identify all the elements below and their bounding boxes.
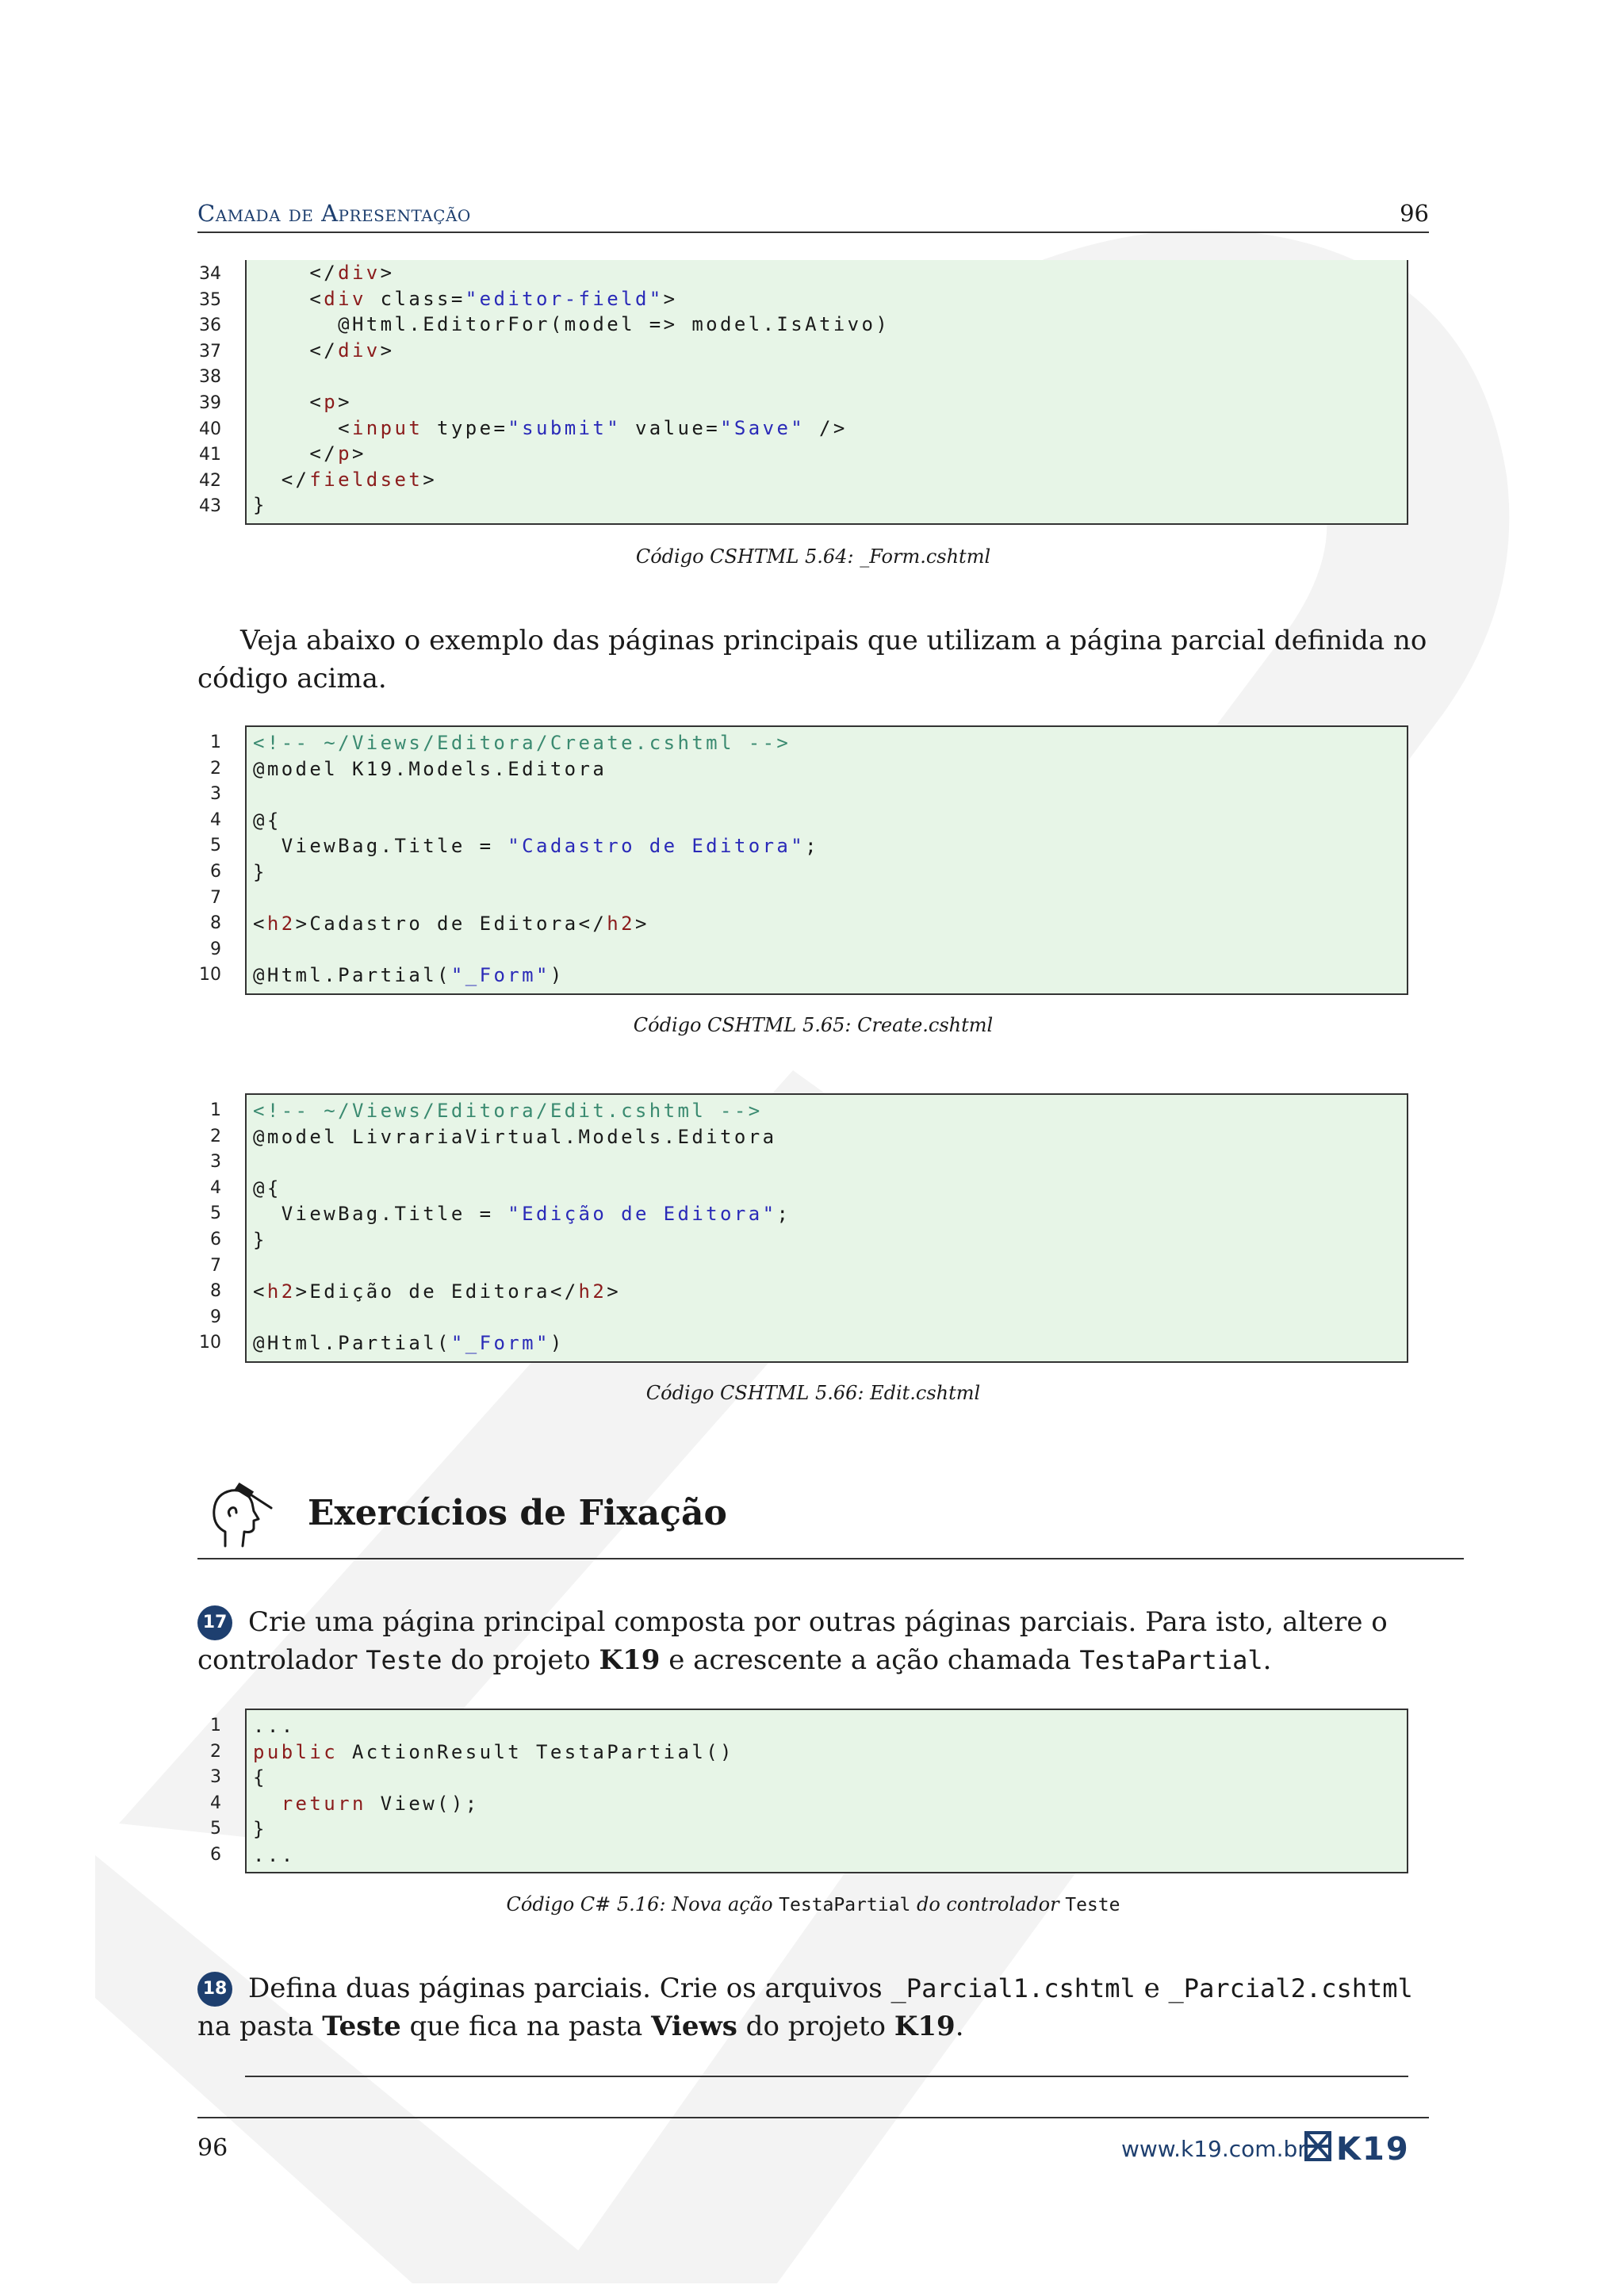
k19-logo-text: K19	[1336, 2131, 1410, 2164]
thinking-head-icon	[208, 1479, 274, 1551]
intro-paragraph: Veja abaixo o exemplo das páginas principais que utilizam a página parcial definida no código acima.	[197, 625, 1427, 695]
text: do projeto	[442, 1644, 599, 1676]
exercise-17	[197, 1603, 1429, 1679]
code-line: @{	[253, 1177, 282, 1200]
caption-text: Código C# 5.16: Nova ação	[506, 1893, 779, 1915]
footer-rule	[197, 2117, 1429, 2118]
line-number: 1	[210, 1100, 221, 1120]
line-number: 5	[210, 1819, 221, 1839]
line-number: 7	[210, 1255, 221, 1276]
code-line: {	[253, 1766, 267, 1789]
inline-code: TestaPartial	[1079, 1645, 1263, 1675]
line-number: 4	[210, 809, 221, 830]
footer-url[interactable]: www.k19.com.br	[1121, 2136, 1307, 2162]
text: e	[1135, 1973, 1169, 2004]
code-line: </p>	[253, 442, 366, 465]
text: na pasta	[197, 2011, 323, 2042]
text: Crie uma página principal composta por outras páginas parciais. Para isto, altere o controlador	[197, 1606, 1388, 1676]
line-number: 43	[199, 496, 221, 517]
code-line: <p>	[253, 391, 352, 413]
line-number: 41	[199, 445, 221, 465]
inline-code: _Parcial1.cshtml	[891, 1973, 1136, 2003]
caption-code-5-66: Código CSHTML 5.66: Edit.cshtml	[645, 1382, 981, 1404]
code-area	[245, 725, 1408, 995]
line-number: 7	[210, 887, 221, 908]
line-number: 1	[210, 733, 221, 752]
line-number: 40	[199, 419, 221, 439]
code-line: <!-- ~/Views/Editora/Edit.cshtml -->	[253, 1100, 763, 1122]
code-line: ViewBag.Title = "Edição de Editora";	[253, 1203, 791, 1226]
running-head-title: Camada de Apresentação	[197, 200, 471, 227]
code-line: }	[253, 494, 267, 517]
line-number: 4	[210, 1177, 221, 1198]
caption-text: do controlador	[910, 1893, 1066, 1915]
code-area	[245, 1709, 1408, 1873]
section-title: Exercícios de Fixação	[308, 1493, 727, 1533]
code-line: </div>	[253, 339, 395, 362]
section-rule	[197, 1558, 1464, 1559]
line-number: 42	[199, 470, 221, 491]
code-line: @model LivrariaVirtual.Models.Editora	[253, 1125, 777, 1148]
code-block-testapartial	[197, 1709, 1408, 1873]
code-line: }	[253, 1229, 267, 1251]
k19-logo	[1304, 2130, 1428, 2164]
code-line: }	[253, 861, 267, 883]
code-block-create	[197, 725, 1408, 995]
bold-text: Views	[651, 2011, 737, 2042]
line-number: 10	[199, 1333, 221, 1353]
code-line: </fieldset>	[253, 468, 438, 491]
text: e acrescente a ação chamada	[660, 1644, 1080, 1676]
line-number: 3	[210, 784, 221, 805]
line-number: 9	[210, 1307, 221, 1327]
caption-code-5-65: Código CSHTML 5.65: Create.cshtml	[633, 1014, 994, 1036]
code-line: ViewBag.Title = "Cadastro de Editora";	[253, 835, 819, 858]
line-number: 35	[199, 289, 221, 310]
header-rule	[197, 232, 1429, 233]
line-number: 4	[210, 1793, 221, 1813]
code-line: public ActionResult TestaPartial()	[253, 1740, 734, 1763]
exercise-number-badge: 17	[197, 1605, 232, 1640]
bold-text: K19	[599, 1644, 661, 1676]
caption-code: TestaPartial	[779, 1895, 911, 1915]
code-area	[245, 260, 1408, 525]
caption-code-5-16	[197, 1893, 1429, 1915]
line-number: 2	[210, 758, 221, 779]
line-number: 3	[210, 1767, 221, 1788]
caption-code-5-64: Código CSHTML 5.64: _Form.cshtml	[635, 545, 991, 568]
code-area	[245, 1093, 1408, 1363]
bold-text: K19	[894, 2011, 956, 2042]
line-number: 34	[199, 264, 221, 284]
line-number: 6	[210, 1230, 221, 1249]
caption-code: Teste	[1065, 1895, 1120, 1915]
exercise-number-badge: 18	[197, 1972, 232, 2007]
code-block-form	[197, 260, 1408, 525]
line-number: 39	[199, 393, 221, 413]
line-number: 5	[210, 1203, 221, 1224]
line-number: 3	[210, 1152, 221, 1173]
text: do projeto	[737, 2011, 894, 2042]
code-line: @{	[253, 809, 282, 832]
line-number: 10	[199, 965, 221, 985]
line-number: 6	[210, 1845, 221, 1865]
line-number: 1	[210, 1716, 221, 1735]
code-line: @Html.EditorFor(model => model.IsAtivo)	[253, 313, 891, 336]
line-number: 9	[210, 939, 221, 959]
text: que fica na pasta	[400, 2011, 652, 2042]
inline-code: _Parcial2.cshtml	[1168, 1973, 1413, 2003]
line-number: 37	[199, 341, 221, 362]
code-line: @model K19.Models.Editora	[253, 757, 607, 780]
inline-code: Teste	[366, 1645, 442, 1675]
footer-page-number: 96	[197, 2134, 228, 2162]
code-line: ...	[253, 1715, 296, 1737]
line-number: 5	[210, 836, 221, 856]
code-line: <h2>Edição de Editora</h2>	[253, 1280, 622, 1303]
code-block-edit	[197, 1093, 1408, 1363]
bold-text: Teste	[322, 2011, 401, 2042]
exercise-18	[197, 1969, 1429, 2045]
next-code-block-edge	[245, 2076, 1408, 2077]
code-line: @Html.Partial("_Form")	[253, 964, 565, 987]
header-page-number: 96	[1400, 200, 1429, 227]
code-line: </div>	[253, 262, 395, 284]
code-line: @Html.Partial("_Form")	[253, 1332, 565, 1355]
code-line: ...	[253, 1844, 296, 1866]
line-number: 2	[210, 1741, 221, 1762]
text: Defina duas páginas parciais. Crie os arquivos	[248, 1973, 891, 2004]
code-line: <!-- ~/Views/Editora/Create.cshtml -->	[253, 732, 791, 754]
line-number: 8	[210, 1281, 221, 1302]
line-number: 36	[199, 316, 221, 336]
line-number: 2	[210, 1126, 221, 1146]
line-number: 8	[210, 913, 221, 934]
code-line: <input type="submit" value="Save" />	[253, 416, 848, 439]
line-number: 6	[210, 862, 221, 882]
code-line: }	[253, 1818, 267, 1841]
code-line: <h2>Cadastro de Editora</h2>	[253, 913, 649, 936]
code-line: <div class="editor-field">	[253, 287, 678, 310]
text: .	[955, 2011, 964, 2042]
code-line: return View();	[281, 1792, 480, 1815]
text: .	[1262, 1644, 1272, 1676]
line-number: 38	[199, 367, 221, 388]
